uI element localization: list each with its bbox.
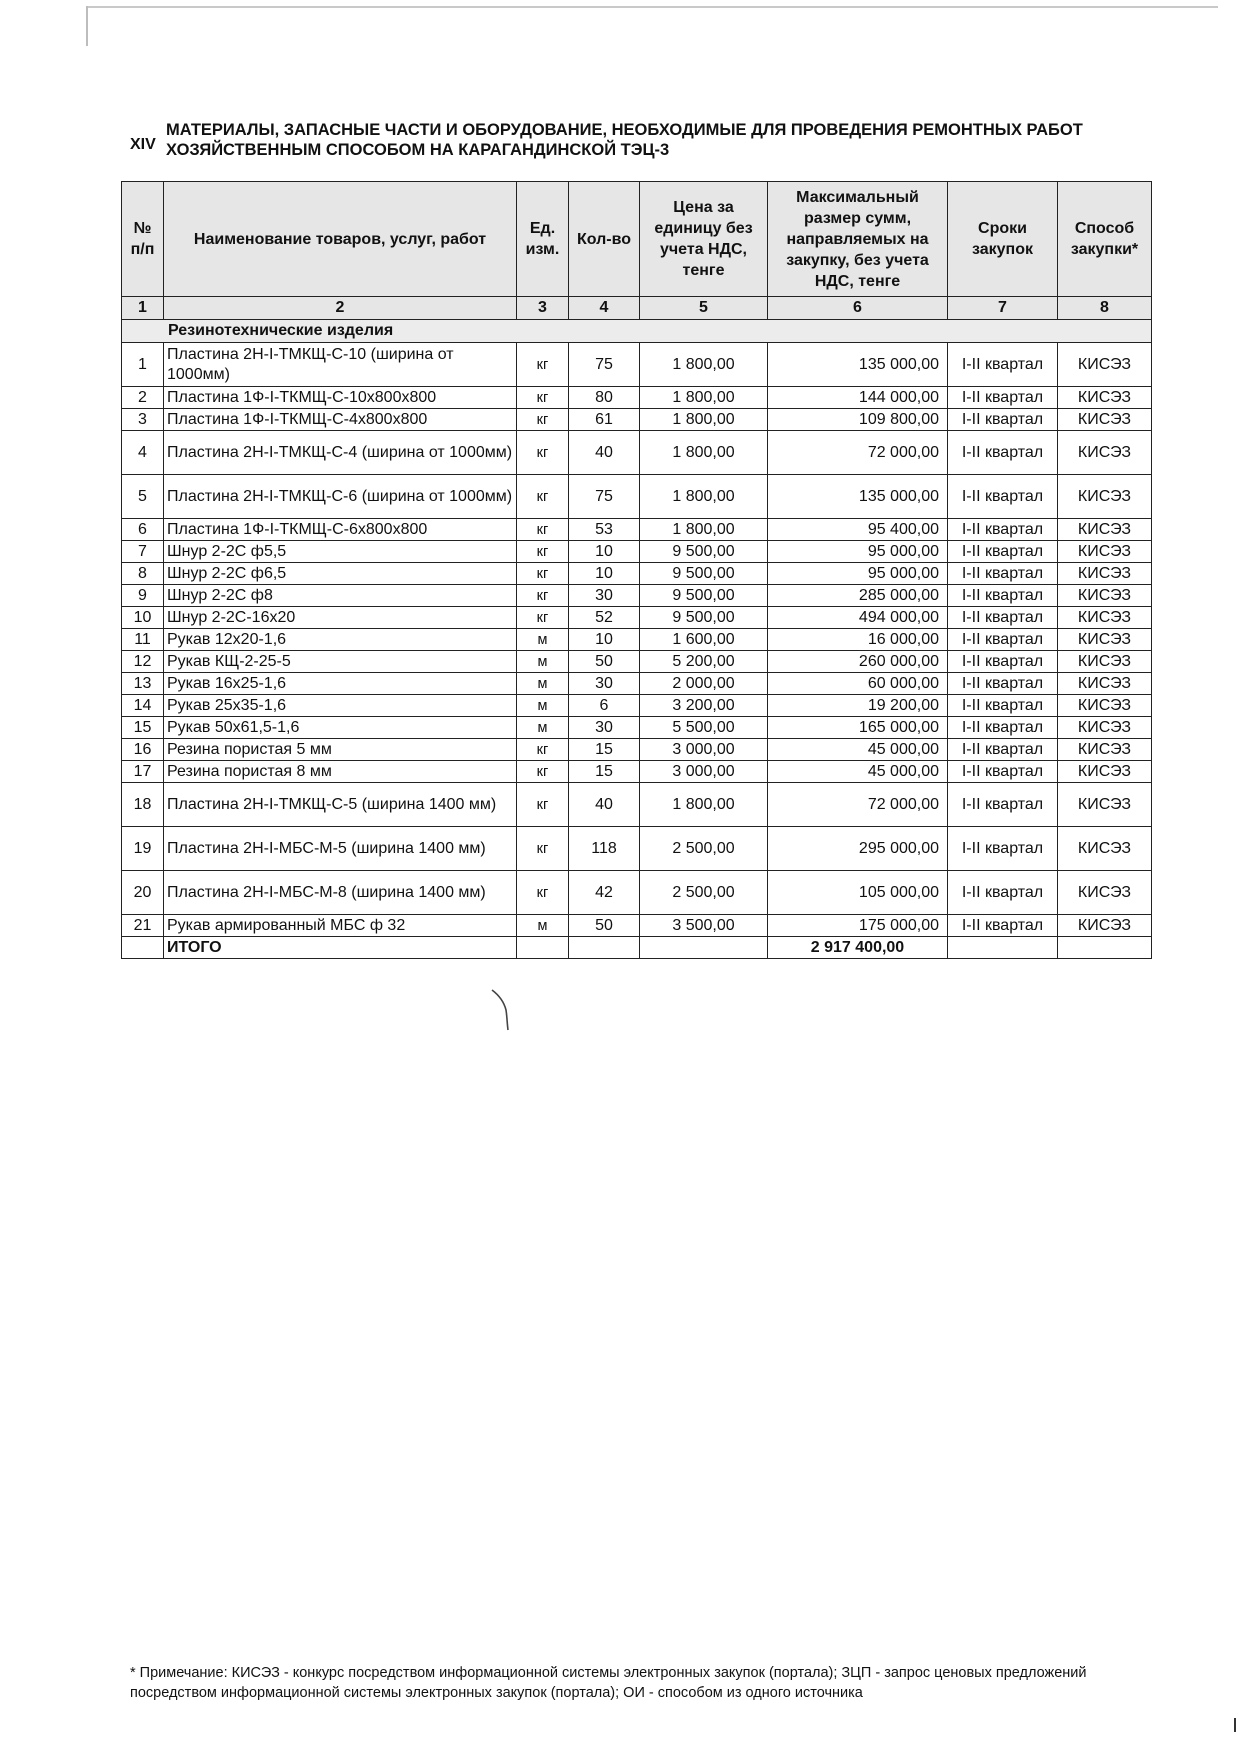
empty-cell (517, 937, 569, 959)
table-row (122, 475, 1152, 519)
column-number: 8 (1058, 297, 1152, 320)
procurement-method-cell: КИСЭЗ (1058, 343, 1152, 387)
procurement-method-cell: КИСЭЗ (1058, 563, 1152, 585)
row-number-cell: 8 (122, 563, 164, 585)
column-number: 5 (640, 297, 768, 320)
unit-cell: кг (517, 585, 569, 607)
scan-edge-top (88, 6, 1218, 8)
max-sum-cell: 95 400,00 (768, 519, 948, 541)
unit-cell: кг (517, 827, 569, 871)
unit-cell: кг (517, 409, 569, 431)
table-row (122, 431, 1152, 475)
header-cell: Максимальный размер сумм, направляемых на закупку, без учета НДС, тенге (768, 182, 948, 297)
unit-cell: м (517, 695, 569, 717)
quantity-cell: 53 (569, 519, 640, 541)
procurement-period-cell: I-II квартал (948, 585, 1058, 607)
max-sum-cell: 45 000,00 (768, 739, 948, 761)
quantity-cell: 75 (569, 475, 640, 519)
header-cell: Наименование товаров, услуг, работ (164, 182, 517, 297)
unit-price-cell: 3 500,00 (640, 915, 768, 937)
table-row (122, 563, 1152, 585)
column-number: 7 (948, 297, 1058, 320)
procurement-method-cell: КИСЭЗ (1058, 717, 1152, 739)
quantity-cell: 30 (569, 585, 640, 607)
empty-cell (640, 937, 768, 959)
table-row (122, 343, 1152, 387)
procurement-period-cell: I-II квартал (948, 827, 1058, 871)
procurement-method-cell: КИСЭЗ (1058, 387, 1152, 409)
header-cell: Сроки закупок (948, 182, 1058, 297)
unit-price-cell: 9 500,00 (640, 563, 768, 585)
procurement-method-cell: КИСЭЗ (1058, 541, 1152, 563)
row-number-cell: 15 (122, 717, 164, 739)
empty-cell (569, 937, 640, 959)
group-row (122, 320, 1152, 343)
max-sum-cell: 295 000,00 (768, 827, 948, 871)
quantity-cell: 40 (569, 431, 640, 475)
unit-price-cell: 1 800,00 (640, 475, 768, 519)
procurement-period-cell: I-II квартал (948, 519, 1058, 541)
item-name-cell: Пластина 1Ф-I-ТКМЩ-С-10х800х800 (164, 387, 517, 409)
procurement-period-cell: I-II квартал (948, 541, 1058, 563)
procurement-method-cell: КИСЭЗ (1058, 783, 1152, 827)
header-cell: Ед. изм. (517, 182, 569, 297)
row-number-cell: 19 (122, 827, 164, 871)
unit-cell: кг (517, 541, 569, 563)
procurement-period-cell: I-II квартал (948, 651, 1058, 673)
table-row (122, 695, 1152, 717)
quantity-cell: 6 (569, 695, 640, 717)
procurement-method-cell: КИСЭЗ (1058, 475, 1152, 519)
row-number-cell: 17 (122, 761, 164, 783)
document-title: МАТЕРИАЛЫ, ЗАПАСНЫЕ ЧАСТИ И ОБОРУДОВАНИЕ, НЕОБХОДИМЫЕ ДЛЯ ПРОВЕДЕНИЯ РЕМОНТНЫХ РАБОТ ХОЗЯЙСТВЕННЫМ СПОСОБОМ НА КАРАГАНДИНСКОЙ ТЭЦ-3 (166, 121, 1083, 159)
quantity-cell: 10 (569, 629, 640, 651)
unit-cell: м (517, 915, 569, 937)
procurement-method-cell: КИСЭЗ (1058, 827, 1152, 871)
procurement-period-cell: I-II квартал (948, 783, 1058, 827)
table-row (122, 629, 1152, 651)
procurement-method-cell: КИСЭЗ (1058, 871, 1152, 915)
quantity-cell: 50 (569, 915, 640, 937)
total-label: ИТОГО (164, 937, 517, 959)
item-name-cell: Шнур 2-2С ф5,5 (164, 541, 517, 563)
unit-cell: кг (517, 563, 569, 585)
unit-price-cell: 1 600,00 (640, 629, 768, 651)
table-row (122, 541, 1152, 563)
procurement-method-cell: КИСЭЗ (1058, 739, 1152, 761)
procurement-period-cell: I-II квартал (948, 739, 1058, 761)
procurement-method-cell: КИСЭЗ (1058, 629, 1152, 651)
row-number-cell: 14 (122, 695, 164, 717)
max-sum-cell: 109 800,00 (768, 409, 948, 431)
procurement-period-cell: I-II квартал (948, 629, 1058, 651)
item-name-cell: Пластина 1Ф-I-ТКМЩ-С-6х800х800 (164, 519, 517, 541)
quantity-cell: 10 (569, 563, 640, 585)
column-number: 3 (517, 297, 569, 320)
column-number: 2 (164, 297, 517, 320)
procurement-method-cell: КИСЭЗ (1058, 607, 1152, 629)
max-sum-cell: 494 000,00 (768, 607, 948, 629)
row-number-cell: 1 (122, 343, 164, 387)
header-cell: Способ закупки* (1058, 182, 1152, 297)
unit-cell: кг (517, 871, 569, 915)
max-sum-cell: 144 000,00 (768, 387, 948, 409)
unit-price-cell: 9 500,00 (640, 607, 768, 629)
unit-price-cell: 9 500,00 (640, 585, 768, 607)
row-number-cell: 18 (122, 783, 164, 827)
column-number-row (122, 297, 1152, 320)
unit-price-cell: 1 800,00 (640, 519, 768, 541)
item-name-cell: Рукав 25х35-1,6 (164, 695, 517, 717)
procurement-method-cell: КИСЭЗ (1058, 673, 1152, 695)
max-sum-cell: 16 000,00 (768, 629, 948, 651)
table-row (122, 409, 1152, 431)
unit-price-cell: 2 500,00 (640, 827, 768, 871)
scan-edge-left (86, 6, 88, 46)
table-row (122, 651, 1152, 673)
table-row (122, 739, 1152, 761)
unit-price-cell: 1 800,00 (640, 783, 768, 827)
pen-stroke-mark (490, 988, 520, 1032)
max-sum-cell: 45 000,00 (768, 761, 948, 783)
row-number-cell: 5 (122, 475, 164, 519)
procurement-method-cell: КИСЭЗ (1058, 761, 1152, 783)
header-cell: № п/п (122, 182, 164, 297)
table-row (122, 761, 1152, 783)
procurement-period-cell: I-II квартал (948, 475, 1058, 519)
procurement-method-cell: КИСЭЗ (1058, 519, 1152, 541)
item-name-cell: Пластина 2Н-I-ТМКЩ-С-5 (ширина 1400 мм) (164, 783, 517, 827)
row-number-cell: 13 (122, 673, 164, 695)
quantity-cell: 61 (569, 409, 640, 431)
quantity-cell: 80 (569, 387, 640, 409)
table-row (122, 827, 1152, 871)
quantity-cell: 75 (569, 343, 640, 387)
quantity-cell: 15 (569, 761, 640, 783)
row-number-cell: 11 (122, 629, 164, 651)
unit-cell: кг (517, 761, 569, 783)
procurement-period-cell: I-II квартал (948, 387, 1058, 409)
item-name-cell: Пластина 2Н-I-ТМКЩ-С-6 (ширина от 1000мм) (164, 475, 517, 519)
total-sum: 2 917 400,00 (768, 937, 948, 959)
item-name-cell: Пластина 2Н-I-ТМКЩ-С-4 (ширина от 1000мм) (164, 431, 517, 475)
item-name-cell: Пластина 2Н-I-МБС-М-5 (ширина 1400 мм) (164, 827, 517, 871)
row-number-cell: 9 (122, 585, 164, 607)
scan-edge-mark (1234, 1718, 1236, 1732)
unit-cell: кг (517, 343, 569, 387)
procurement-method-cell: КИСЭЗ (1058, 915, 1152, 937)
group-title: Резинотехнические изделия (122, 320, 1152, 343)
row-number-cell: 7 (122, 541, 164, 563)
row-number-cell: 20 (122, 871, 164, 915)
max-sum-cell: 135 000,00 (768, 475, 948, 519)
procurement-period-cell: I-II квартал (948, 761, 1058, 783)
row-number-cell: 2 (122, 387, 164, 409)
row-number-cell: 4 (122, 431, 164, 475)
row-number-cell: 16 (122, 739, 164, 761)
unit-cell: кг (517, 475, 569, 519)
column-number: 4 (569, 297, 640, 320)
unit-price-cell: 9 500,00 (640, 541, 768, 563)
unit-price-cell: 2 500,00 (640, 871, 768, 915)
max-sum-cell: 19 200,00 (768, 695, 948, 717)
max-sum-cell: 72 000,00 (768, 783, 948, 827)
item-name-cell: Рукав армированный МБС ф 32 (164, 915, 517, 937)
item-name-cell: Рукав 50х61,5-1,6 (164, 717, 517, 739)
quantity-cell: 42 (569, 871, 640, 915)
unit-cell: кг (517, 607, 569, 629)
row-number-cell: 3 (122, 409, 164, 431)
unit-price-cell: 1 800,00 (640, 387, 768, 409)
row-number-cell: 12 (122, 651, 164, 673)
unit-price-cell: 5 200,00 (640, 651, 768, 673)
max-sum-cell: 165 000,00 (768, 717, 948, 739)
unit-price-cell: 2 000,00 (640, 673, 768, 695)
quantity-cell: 10 (569, 541, 640, 563)
unit-price-cell: 5 500,00 (640, 717, 768, 739)
item-name-cell: Рукав 16х25-1,6 (164, 673, 517, 695)
row-number-cell: 6 (122, 519, 164, 541)
table-row (122, 607, 1152, 629)
item-name-cell: Шнур 2-2С ф6,5 (164, 563, 517, 585)
item-name-cell: Резина пористая 8 мм (164, 761, 517, 783)
procurement-period-cell: I-II квартал (948, 563, 1058, 585)
quantity-cell: 30 (569, 673, 640, 695)
unit-price-cell: 3 200,00 (640, 695, 768, 717)
procurement-period-cell: I-II квартал (948, 673, 1058, 695)
procurement-period-cell: I-II квартал (948, 695, 1058, 717)
column-number: 1 (122, 297, 164, 320)
unit-cell: м (517, 651, 569, 673)
table-row (122, 871, 1152, 915)
section-number: XIV (130, 136, 156, 153)
procurement-period-cell: I-II квартал (948, 607, 1058, 629)
table-row (122, 387, 1152, 409)
max-sum-cell: 135 000,00 (768, 343, 948, 387)
item-name-cell: Резина пористая 5 мм (164, 739, 517, 761)
procurement-method-cell: КИСЭЗ (1058, 409, 1152, 431)
procurement-method-cell: КИСЭЗ (1058, 585, 1152, 607)
unit-price-cell: 1 800,00 (640, 343, 768, 387)
unit-price-cell: 3 000,00 (640, 761, 768, 783)
column-number: 6 (768, 297, 948, 320)
header-cell: Кол-во (569, 182, 640, 297)
row-number-cell: 21 (122, 915, 164, 937)
table-row (122, 915, 1152, 937)
max-sum-cell: 72 000,00 (768, 431, 948, 475)
empty-cell (1058, 937, 1152, 959)
procurement-period-cell: I-II квартал (948, 871, 1058, 915)
unit-cell: кг (517, 387, 569, 409)
procurement-period-cell: I-II квартал (948, 343, 1058, 387)
empty-cell (948, 937, 1058, 959)
quantity-cell: 50 (569, 651, 640, 673)
table-row (122, 673, 1152, 695)
table-row (122, 717, 1152, 739)
item-name-cell: Пластина 2Н-I-МБС-М-8 (ширина 1400 мм) (164, 871, 517, 915)
max-sum-cell: 95 000,00 (768, 541, 948, 563)
unit-cell: кг (517, 431, 569, 475)
procurement-period-cell: I-II квартал (948, 431, 1058, 475)
unit-cell: кг (517, 519, 569, 541)
footnote: * Примечание: КИСЭЗ - конкурс посредством информационной системы электронных закупок (портала); ЗЦП - запрос ценовых предложений посредством информационной системы электронных закупок (портала); ОИ - способом из одного источника (130, 1665, 1087, 1701)
procurement-period-cell: I-II квартал (948, 409, 1058, 431)
max-sum-cell: 260 000,00 (768, 651, 948, 673)
procurement-method-cell: КИСЭЗ (1058, 651, 1152, 673)
unit-cell: м (517, 629, 569, 651)
unit-price-cell: 1 800,00 (640, 431, 768, 475)
item-name-cell: Пластина 2Н-I-ТМКЩ-С-10 (ширина от 1000мм) (164, 343, 517, 387)
procurement-method-cell: КИСЭЗ (1058, 431, 1152, 475)
unit-price-cell: 1 800,00 (640, 409, 768, 431)
max-sum-cell: 105 000,00 (768, 871, 948, 915)
unit-cell: кг (517, 739, 569, 761)
max-sum-cell: 95 000,00 (768, 563, 948, 585)
quantity-cell: 30 (569, 717, 640, 739)
unit-cell: м (517, 673, 569, 695)
empty-cell (122, 937, 164, 959)
quantity-cell: 15 (569, 739, 640, 761)
header-row (122, 182, 1152, 297)
item-name-cell: Шнур 2-2С-16х20 (164, 607, 517, 629)
unit-price-cell: 3 000,00 (640, 739, 768, 761)
procurement-period-cell: I-II квартал (948, 915, 1058, 937)
item-name-cell: Шнур 2-2С ф8 (164, 585, 517, 607)
quantity-cell: 40 (569, 783, 640, 827)
total-row (122, 937, 1152, 959)
item-name-cell: Рукав 12х20-1,6 (164, 629, 517, 651)
item-name-cell: Пластина 1Ф-I-ТКМЩ-С-4х800х800 (164, 409, 517, 431)
table-row (122, 585, 1152, 607)
unit-cell: м (517, 717, 569, 739)
quantity-cell: 118 (569, 827, 640, 871)
max-sum-cell: 285 000,00 (768, 585, 948, 607)
table-row (122, 783, 1152, 827)
table-row (122, 519, 1152, 541)
unit-cell: кг (517, 783, 569, 827)
item-name-cell: Рукав КЩ-2-25-5 (164, 651, 517, 673)
header-cell: Цена за единицу без учета НДС, тенге (640, 182, 768, 297)
max-sum-cell: 60 000,00 (768, 673, 948, 695)
max-sum-cell: 175 000,00 (768, 915, 948, 937)
procurement-method-cell: КИСЭЗ (1058, 695, 1152, 717)
procurement-table (121, 181, 1152, 959)
procurement-period-cell: I-II квартал (948, 717, 1058, 739)
quantity-cell: 52 (569, 607, 640, 629)
row-number-cell: 10 (122, 607, 164, 629)
